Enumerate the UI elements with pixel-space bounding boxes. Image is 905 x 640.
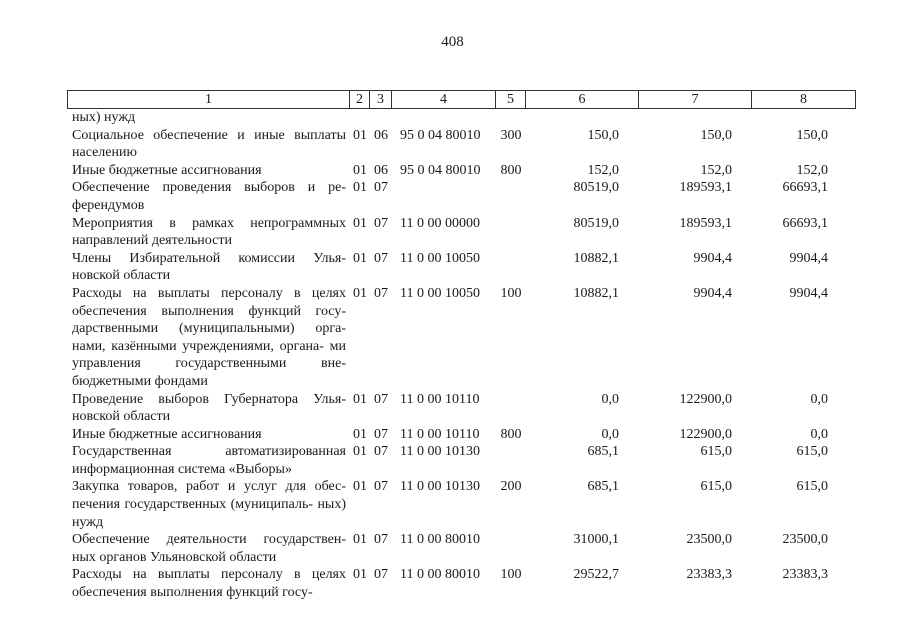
row-name-cell: Социальное обеспечение и иные выплаты населению bbox=[72, 127, 346, 161]
row-name-cell: Проведение выборов Губернатора Улья- новской области bbox=[72, 391, 346, 425]
row-pr-cell: 07 bbox=[374, 567, 388, 583]
row-csr-cell: 11 0 00 10110 bbox=[400, 391, 480, 407]
row-csr-cell: 11 0 00 10110 bbox=[400, 426, 480, 442]
row-value-2021-cell: 9904,4 bbox=[693, 250, 732, 266]
row-value-2022-cell: 0,0 bbox=[810, 426, 828, 442]
row-value-2022-cell: 23383,3 bbox=[782, 567, 828, 583]
row-pr-cell: 06 bbox=[374, 127, 388, 143]
row-csr-cell: 11 0 00 10130 bbox=[400, 444, 480, 460]
row-csr-cell: 11 0 00 10050 bbox=[400, 285, 480, 301]
row-vr-cell bbox=[496, 109, 526, 127]
row-pr-cell bbox=[370, 109, 392, 127]
row-value-2021-cell: 189593,1 bbox=[679, 180, 732, 196]
row-csr-cell bbox=[392, 179, 496, 214]
header-cell-rz: 2 bbox=[349, 90, 370, 109]
row-value-2021-cell: 615,0 bbox=[700, 444, 732, 460]
row-vr-cell: 800 bbox=[500, 162, 522, 178]
row-value-2021-cell: 122900,0 bbox=[679, 391, 732, 407]
row-value-2022-cell bbox=[752, 109, 856, 127]
row-vr-cell bbox=[496, 250, 526, 285]
row-name-cell: Члены Избирательной комиссии Улья- новской области bbox=[72, 250, 346, 284]
row-value-2022-cell: 615,0 bbox=[796, 444, 828, 460]
row-name-cell: Расходы на выплаты персоналу в целях обеспечения выполнения функций госу- bbox=[72, 567, 346, 601]
header-cell-name: 1 bbox=[67, 90, 350, 109]
row-vr-cell bbox=[496, 215, 526, 250]
row-pr-cell: 07 bbox=[374, 391, 388, 407]
row-name-cell: Обеспечение деятельности государствен- ных органов Ульяновской области bbox=[72, 532, 346, 565]
row-value-2022-cell: 66693,1 bbox=[782, 180, 828, 196]
row-value-2021-cell: 150,0 bbox=[700, 127, 732, 143]
row-pr-cell: 07 bbox=[374, 444, 388, 460]
row-value-2020-cell: 31000,1 bbox=[573, 532, 619, 548]
row-value-2020-cell: 150,0 bbox=[587, 127, 619, 143]
row-name-cell: Расходы на выплаты персоналу в целях обеспечения выполнения функций госу- дарственными (муниципальными) орга- нами, казёнными учреждениями, органа- ми управления государственными вне- бюджетными фондами bbox=[72, 285, 346, 389]
row-value-2020-cell: 80519,0 bbox=[573, 180, 619, 196]
row-csr-cell: 11 0 00 10130 bbox=[400, 479, 480, 495]
header-cell-csr: 4 bbox=[391, 90, 496, 109]
row-value-2021-cell: 9904,4 bbox=[693, 285, 732, 301]
row-rz-cell: 01 bbox=[353, 567, 367, 583]
row-pr-cell: 07 bbox=[374, 532, 388, 548]
header-cell-pr: 3 bbox=[369, 90, 392, 109]
row-vr-cell: 100 bbox=[500, 285, 522, 301]
row-rz-cell: 01 bbox=[353, 532, 367, 548]
row-rz-cell: 01 bbox=[353, 426, 367, 442]
row-name-cell: Государственная автоматизированная информационная система «Выборы» bbox=[72, 444, 346, 477]
row-csr-cell: 11 0 00 80010 bbox=[400, 567, 480, 583]
row-vr-cell: 100 bbox=[500, 567, 522, 583]
row-pr-cell: 07 bbox=[374, 250, 388, 266]
header-cell-2021: 7 bbox=[638, 90, 752, 109]
row-name-cell: Обеспечение проведения выборов и ре- ферендумов bbox=[72, 180, 346, 213]
row-rz-cell: 01 bbox=[353, 479, 367, 495]
row-rz-cell: 01 bbox=[353, 250, 367, 266]
row-value-2020-cell: 80519,0 bbox=[573, 215, 619, 231]
row-csr-cell bbox=[392, 109, 496, 127]
row-name-cell: Закупка товаров, работ и услуг для обес- печения государственных (муниципаль- ных) нужд bbox=[72, 479, 346, 530]
row-vr-cell bbox=[496, 531, 526, 566]
row-value-2021-cell: 189593,1 bbox=[679, 215, 732, 231]
row-rz-cell: 01 bbox=[353, 162, 367, 178]
row-value-2022-cell: 66693,1 bbox=[782, 215, 828, 231]
row-name-cell: Иные бюджетные ассигнования bbox=[72, 426, 262, 442]
row-value-2022-cell: 615,0 bbox=[796, 479, 828, 495]
row-pr-cell: 07 bbox=[374, 426, 388, 442]
row-name-cell: ных) нужд bbox=[72, 110, 136, 125]
row-name-cell: Мероприятия в рамках непрограммных направлений деятельности bbox=[72, 215, 346, 249]
header-cell-vr: 5 bbox=[495, 90, 526, 109]
row-value-2020-cell: 685,1 bbox=[587, 479, 619, 495]
row-value-2022-cell: 9904,4 bbox=[789, 250, 828, 266]
row-value-2021-cell: 23500,0 bbox=[686, 532, 732, 548]
row-pr-cell: 07 bbox=[374, 479, 388, 495]
row-value-2022-cell: 152,0 bbox=[796, 162, 828, 178]
row-csr-cell: 11 0 00 10050 bbox=[400, 250, 480, 266]
row-value-2022-cell: 23500,0 bbox=[782, 532, 828, 548]
row-value-2020-cell: 10882,1 bbox=[573, 250, 619, 266]
row-value-2022-cell: 0,0 bbox=[810, 391, 828, 407]
row-value-2021-cell: 23383,3 bbox=[686, 567, 732, 583]
row-name-cell: Иные бюджетные ассигнования bbox=[72, 162, 262, 178]
row-value-2021-cell: 152,0 bbox=[700, 162, 732, 178]
row-value-2020-cell: 0,0 bbox=[601, 391, 619, 407]
row-value-2021-cell bbox=[639, 109, 752, 127]
row-vr-cell: 300 bbox=[500, 127, 522, 143]
row-pr-cell: 07 bbox=[374, 285, 388, 301]
row-value-2022-cell: 9904,4 bbox=[789, 285, 828, 301]
row-rz-cell: 01 bbox=[353, 444, 367, 460]
row-value-2020-cell: 152,0 bbox=[587, 162, 619, 178]
row-rz-cell bbox=[350, 109, 370, 127]
row-value-2020-cell bbox=[526, 109, 639, 127]
row-csr-cell: 11 0 00 80010 bbox=[400, 532, 480, 548]
row-csr-cell: 95 0 04 80010 bbox=[400, 127, 481, 143]
row-rz-cell: 01 bbox=[353, 391, 367, 407]
row-value-2020-cell: 685,1 bbox=[587, 444, 619, 460]
row-csr-cell: 95 0 04 80010 bbox=[400, 162, 481, 178]
row-value-2020-cell: 0,0 bbox=[601, 426, 619, 442]
row-rz-cell: 01 bbox=[353, 215, 367, 231]
page-number: 408 bbox=[441, 34, 464, 50]
row-rz-cell: 01 bbox=[353, 127, 367, 143]
row-vr-cell bbox=[496, 443, 526, 478]
row-pr-cell: 06 bbox=[374, 162, 388, 178]
row-rz-cell: 01 bbox=[353, 285, 367, 301]
row-rz-cell: 01 bbox=[353, 180, 367, 196]
row-vr-cell: 800 bbox=[500, 426, 522, 442]
row-value-2020-cell: 10882,1 bbox=[573, 285, 619, 301]
header-cell-2020: 6 bbox=[525, 90, 639, 109]
budget-table bbox=[67, 90, 856, 602]
row-pr-cell: 07 bbox=[374, 215, 388, 231]
row-csr-cell: 11 0 00 00000 bbox=[400, 215, 480, 231]
row-value-2020-cell: 29522,7 bbox=[573, 567, 619, 583]
row-vr-cell: 200 bbox=[500, 479, 522, 495]
row-value-2022-cell: 150,0 bbox=[796, 127, 828, 143]
row-value-2021-cell: 615,0 bbox=[700, 479, 732, 495]
row-vr-cell bbox=[496, 179, 526, 214]
row-vr-cell bbox=[496, 391, 526, 426]
header-cell-2022: 8 bbox=[751, 90, 856, 109]
row-pr-cell: 07 bbox=[374, 180, 388, 196]
row-value-2021-cell: 122900,0 bbox=[679, 426, 732, 442]
